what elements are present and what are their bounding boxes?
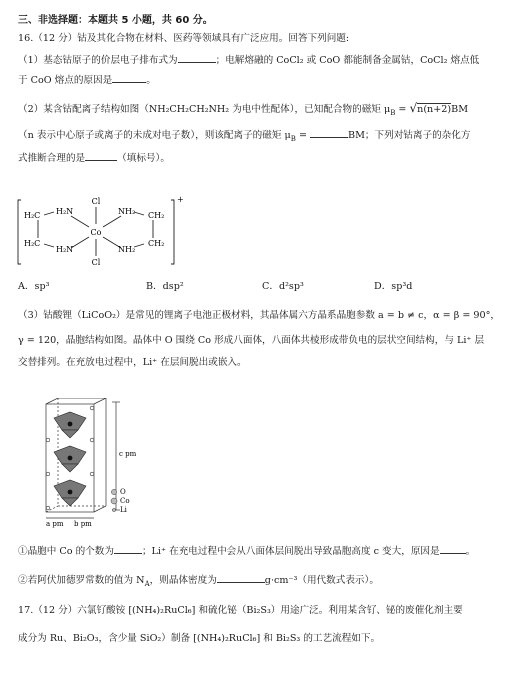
option-d-label: D．	[374, 281, 392, 292]
q16-part2-text-b: （n 表示中心原子或离子的未成对电子数），则该配离子的磁矩 μ	[18, 130, 291, 141]
methylene-top-right: CH₂	[148, 211, 165, 220]
q16-part2-line1: （2）某含钴配离子结构如图（NH₂CH₂CH₂NH₂ 为电中性配体），已知配合物的磁矩 $\mu_B = √n(n+2)BM$	[18, 102, 469, 117]
legend-oxygen: O	[120, 488, 126, 496]
chloride-ligand-bottom: Cl	[91, 258, 101, 267]
c-axis-label: c pm	[119, 450, 137, 458]
q16-part3-line3: 交替排列。在充放电过程中，Li⁺ 在层间脱出或嵌入。	[18, 357, 247, 368]
section-heading: 三、非选择题：本题共 5 小题，共 60 分。	[18, 15, 213, 26]
option-b-value: dsp²	[162, 281, 184, 292]
licoo2-crystal-structure	[28, 398, 148, 528]
methylene-top-left: H₂C	[24, 211, 41, 220]
q16-part3-q1-text-b: ；Li⁺ 在充电过程中会从八面体层间脱出导致晶胞高度 c 变大，原因是	[141, 546, 440, 557]
amine-top-left: H₂N	[56, 207, 74, 216]
option-d-value: sp³d	[391, 281, 413, 292]
crystal-structure-diagram	[28, 398, 148, 528]
q16-intro: 16.（12 分）钴及其化合物在材料、医药等领域具有广泛应用。回答下列问题:	[18, 33, 350, 44]
answer-blank	[217, 572, 265, 583]
q16-part1-text-a: （1）基态钴原子的价层电子排布式为	[18, 55, 178, 66]
q16-part2-end: （填标号）。	[117, 153, 170, 164]
option-c[interactable]	[262, 280, 304, 293]
cobalt-complex-structure	[16, 194, 186, 268]
option-a-value: sp³	[34, 281, 50, 292]
amine-bottom-right: NH₂	[118, 245, 136, 254]
q16-part1-text-c: 于 CoO 熔点的原因是	[18, 75, 113, 86]
q16-part1-line1	[18, 52, 518, 67]
q16-part2-unit: BM	[451, 104, 469, 115]
option-b[interactable]	[146, 280, 184, 293]
complex-charge: +	[177, 195, 184, 204]
b-axis-label: b pm	[74, 520, 92, 528]
option-a-label: A．	[18, 281, 35, 292]
q16-part3-question2	[18, 572, 518, 591]
amine-top-right: NH₂	[118, 207, 136, 216]
a-axis-label: a pm	[46, 520, 64, 528]
legend-cobalt: Co	[120, 497, 130, 505]
q16-part1-end: 。	[146, 75, 156, 86]
answer-blank	[85, 150, 117, 161]
option-b-label: B．	[146, 281, 163, 292]
q16-part3-q2-text-a: ②若阿伏加德罗常数的值为 N	[18, 575, 145, 586]
q16-part3-q2-text-c: g·cm⁻³（用代数式表示）。	[264, 575, 379, 586]
answer-blank	[114, 543, 142, 554]
complex-structure-diagram	[16, 194, 186, 268]
option-c-value: d²sp³	[278, 281, 304, 292]
chloride-ligand-top: Cl	[91, 197, 101, 206]
answer-blank	[178, 52, 216, 63]
q16-part3-q1-text-a: ①晶胞中 Co 的个数为	[18, 546, 114, 557]
answer-blank	[310, 127, 348, 138]
legend-lithium: Li	[120, 506, 127, 514]
methylene-bottom-left: H₂C	[24, 239, 41, 248]
q16-part1-line2	[18, 72, 518, 87]
q16-part1-text-b: ；电解熔融的 CoCl₂ 或 CoO 都能制备金属钴，CoCl₂ 熔点低	[215, 55, 480, 66]
q16-part2-line3	[18, 150, 518, 165]
q16-part3-q2-text-b: ，则晶体密度为	[149, 575, 217, 586]
q16-part3-question1	[18, 543, 518, 558]
q16-part2-line2: （n 表示中心原子或离子的未成对电子数），则该配离子的磁矩 $\mu_B$ = BM；下列对钴离子的杂化方	[18, 127, 518, 146]
q16-part3-line2: γ = 120，晶胞结构如图。晶体中 O 围绕 Co 形成八面体，八面体共棱形成带负电的层状空间结构，与 Li⁺ 层	[18, 335, 485, 346]
q16-part3-q1-end: 。	[465, 546, 476, 557]
option-c-label: C．	[262, 281, 279, 292]
answer-blank	[112, 72, 146, 83]
q16-part2-text-d: 式推断合理的是	[18, 153, 86, 164]
option-d[interactable]	[374, 280, 412, 293]
methylene-bottom-right: CH₂	[148, 239, 165, 248]
option-a[interactable]	[18, 280, 49, 293]
q16-part3-line1: （3）钴酸锂（LiCoO₂）是常见的锂离子电池正极材料，其晶体属六方晶系晶胞参数 a = b ≠ c，α = β = 90°，	[18, 310, 501, 321]
q17-line2: 成分为 Ru、Bi₂O₃，含少量 SiO₂）制备 [(NH₄)₂RuCl₆] 和 Bi₂S₃ 的工艺流程如下。	[18, 633, 381, 644]
q17-line1: 17.（12 分）六氯钌酸铵 [(NH₄)₂RuCl₆] 和硫化铋（Bi₂S₃）用途广泛。利用某含钌、铋的废催化剂主要	[18, 605, 463, 616]
magnetic-moment-formula: n(n+2)	[417, 104, 452, 115]
q16-part2-text-c: BM；下列对钴离子的杂化方	[348, 130, 471, 141]
amine-bottom-left: H₂N	[56, 245, 74, 254]
answer-blank	[440, 543, 466, 554]
q16-part2-text-a: （2）某含钴配离子结构如图（NH₂CH₂CH₂NH₂ 为电中性配体），已知配合物的磁矩 μ	[18, 104, 391, 115]
avogadro-subscript: A	[144, 579, 150, 588]
cobalt-center: Co	[90, 228, 102, 237]
